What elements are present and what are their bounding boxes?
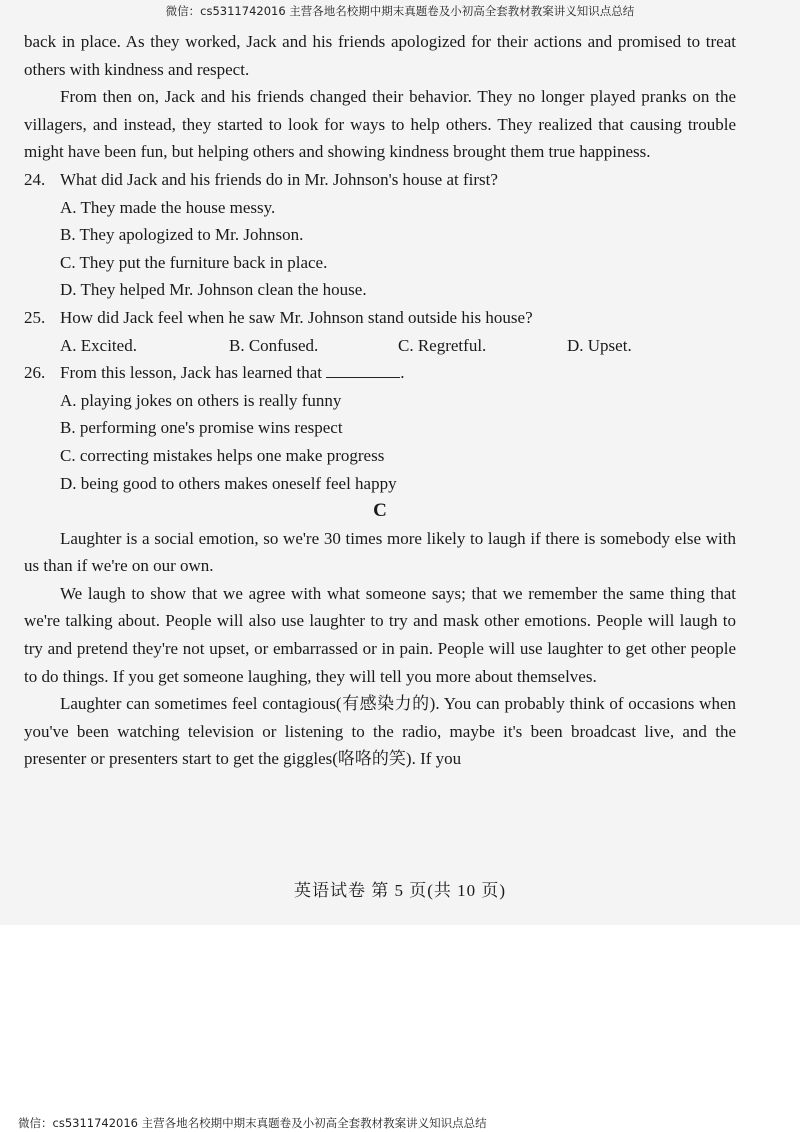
options-row (24, 332, 736, 360)
section-heading: C (373, 500, 387, 522)
option-d: D. They helped Mr. Johnson clean the house. (60, 280, 367, 300)
passage-b-last-paragraph: From then on, Jack and his friends changed their behavior. They no longer played pranks on the villagers, and instead, they started to look for ways to help others. They realized that causing trouble might have been fun, but helping others and showing kindness brought them true happiness. (24, 87, 736, 162)
option-c: C. They put the furniture back in place. (60, 252, 328, 272)
question-stem-end: . (400, 363, 405, 383)
option-b: B. Confused. (229, 335, 319, 355)
question-number: 25. (24, 307, 46, 327)
question-25 (24, 304, 736, 359)
passage-c-paragraph-2: We laugh to show that we agree with what someone says; that we remember the same thing that we're talking about. People will also use laughter to try and mask other emotions. People will laugh to try and pretend they're not upset, or embarrassed or in pain. People will use laughter to get other people to do things. If you get someone laughing, they will tell you more about themselves. (24, 583, 736, 686)
question-number: 24. (24, 169, 46, 189)
watermark-top: 微信：cs5311742016 主营各地名校期中期末真题卷及小初高全套教材教案讲义知识点总结 (165, 4, 635, 18)
option-d: D. Upset. (567, 335, 632, 355)
page-footer: 英语试卷 第 5 页(共 10 页) (293, 881, 507, 900)
passage-b-continuation: back in place. As they worked, Jack and his friends apologized for their actions and promised to treat others with kindness and respect. (24, 32, 736, 79)
question-number: 26. (24, 363, 46, 383)
watermark-bottom: 微信：cs5311742016 主营各地名校期中期末真题卷及小初高全套教材教案讲义知识点总结 (18, 1116, 487, 1130)
option-b: B. performing one's promise wins respect (60, 418, 343, 438)
passage-c-paragraph-1: Laughter is a social emotion, so we're 30 times more likely to laugh if there is somebody else with us than if we're on our own. (24, 528, 736, 576)
question-stem: What did Jack and his friends do in Mr. Johnson's house at first? (60, 169, 498, 189)
option-a: A. They made the house messy. (60, 197, 276, 217)
question-26 (24, 359, 736, 497)
option-a: A. Excited. (60, 335, 137, 355)
option-a: A. playing jokes on others is really funny (60, 390, 342, 410)
answer-blank (326, 363, 400, 378)
question-stem: How did Jack feel when he saw Mr. Johnson stand outside his house? (60, 307, 533, 327)
option-b: B. They apologized to Mr. Johnson. (60, 225, 304, 245)
option-d: D. being good to others makes oneself feel happy (60, 473, 397, 493)
question-24 (24, 166, 736, 304)
question-stem: From this lesson, Jack has learned that (60, 363, 323, 383)
option-c: C. Regretful. (398, 335, 487, 355)
exam-content (24, 28, 736, 773)
option-c: C. correcting mistakes helps one make progress (60, 445, 385, 465)
passage-c-paragraph-3: Laughter can sometimes feel contagious(有感染力的). You can probably think of occasions when you've been watching television or listening to the radio, maybe it's been broadcast live, and the presenter or presenters start to get the giggles(咯咯的笑). If you (24, 694, 736, 769)
